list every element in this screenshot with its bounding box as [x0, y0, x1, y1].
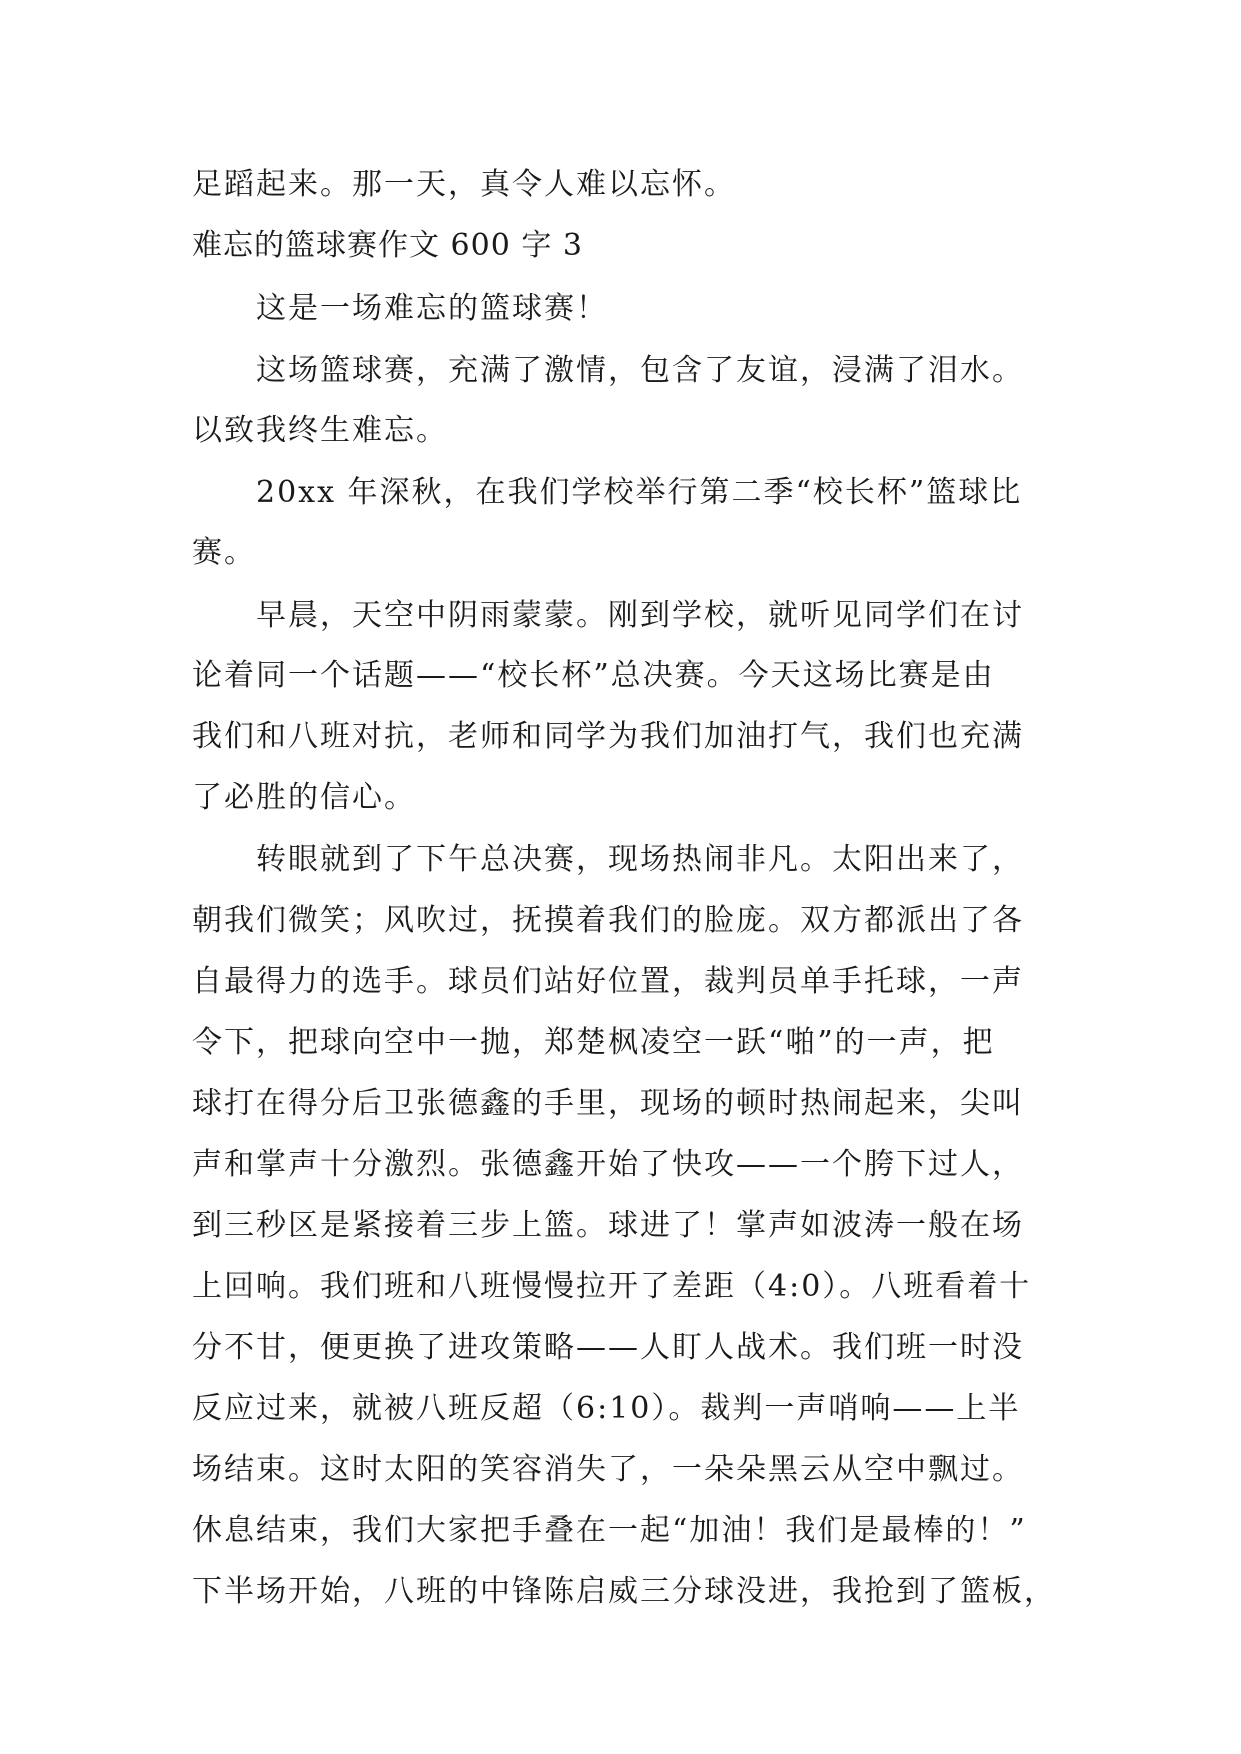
paragraph-line: 朝我们微笑；风吹过，抚摸着我们的脸庞。双方都派出了各	[192, 903, 1024, 938]
paragraph-line: 自最得力的选手。球员们站好位置，裁判员单手托球，一声	[192, 964, 1024, 999]
paragraph-line: 了必胜的信心。	[192, 780, 416, 815]
paragraph-line: 声和掌声十分激烈。张德鑫开始了快攻——一个胯下过人，	[192, 1147, 1024, 1182]
paragraph-line: 这是一场难忘的篮球赛！	[256, 291, 608, 326]
paragraph-line: 我们和八班对抗，老师和同学为我们加油打气，我们也充满	[192, 719, 1024, 754]
paragraph-line: 20xx 年深秋，在我们学校举行第二季“校长杯”篮球比	[256, 475, 1023, 510]
paragraph-line: 以致我终生难忘。	[192, 413, 448, 448]
paragraph-line: 这场篮球赛，充满了激情，包含了友谊，浸满了泪水。	[256, 353, 1024, 388]
paragraph-line: 上回响。我们班和八班慢慢拉开了差距（4:0）。八班看着十	[192, 1269, 1032, 1304]
paragraph-line: 转眼就到了下午总决赛，现场热闹非凡。太阳出来了，	[256, 842, 1024, 877]
paragraph-line: 反应过来，就被八班反超（6:10）。裁判一声哨响——上半	[192, 1391, 1021, 1426]
paragraph-line: 球打在得分后卫张德鑫的手里，现场的顿时热闹起来，尖叫	[192, 1086, 1024, 1121]
paragraph-line: 论着同一个话题——“校长杯”总决赛。今天这场比赛是由	[192, 658, 995, 693]
paragraph-line: 休息结束，我们大家把手叠在一起“加油！我们是最棒的！”	[192, 1513, 1027, 1548]
paragraph-line: 令下，把球向空中一抛，郑楚枫凌空一跃“啪”的一声，把	[192, 1025, 995, 1060]
paragraph-line: 赛。	[192, 535, 256, 570]
paragraph-line: 足蹈起来。那一天，真令人难以忘怀。	[192, 167, 736, 202]
section-title: 难忘的篮球赛作文 600 字 3	[192, 228, 583, 263]
paragraph-line: 场结束。这时太阳的笑容消失了，一朵朵黑云从空中飘过。	[192, 1452, 1024, 1487]
paragraph-line: 到三秒区是紧接着三步上篮。球进了！掌声如波涛一般在场	[192, 1208, 1024, 1243]
paragraph-line: 下半场开始，八班的中锋陈启威三分球没进，我抢到了篮板，	[192, 1574, 1056, 1609]
paragraph-line: 分不甘，便更换了进攻策略——人盯人战术。我们班一时没	[192, 1330, 1024, 1365]
paragraph-line: 早晨，天空中阴雨蒙蒙。刚到学校，就听见同学们在讨	[256, 598, 1024, 633]
